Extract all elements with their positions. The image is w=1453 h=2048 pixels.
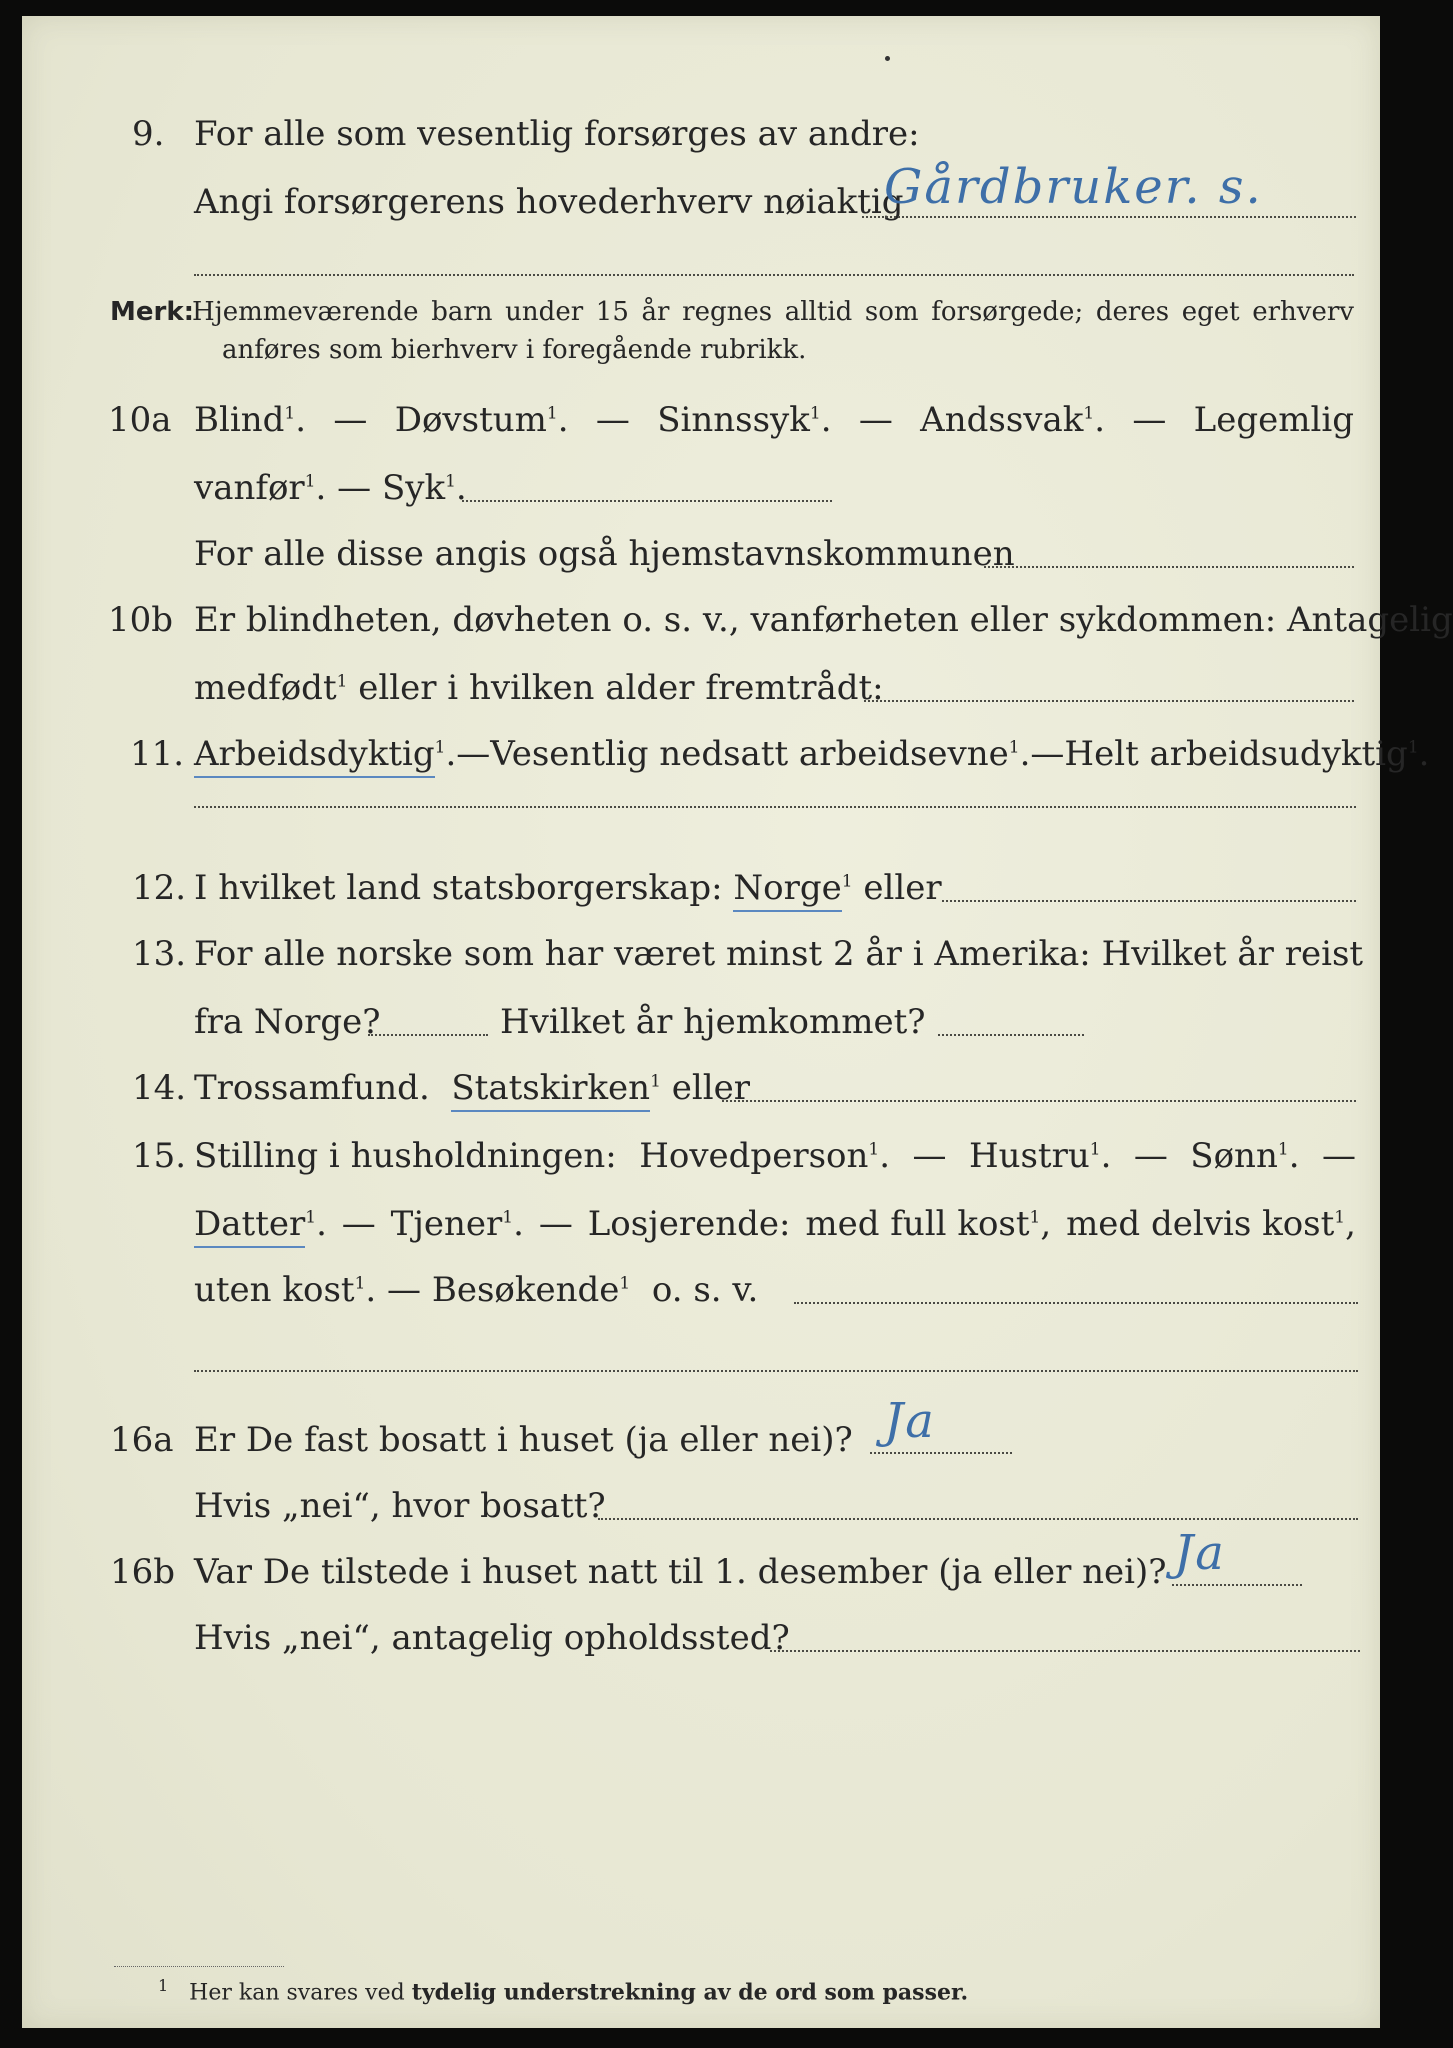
- dash: —: [595, 400, 630, 440]
- q11-line1: [194, 734, 1430, 774]
- opt-hovedperson: Hovedperson$^1$.: [639, 1136, 891, 1176]
- q10a-line3: For alle disse angis også hjemstavnskommunen: [194, 534, 1015, 574]
- dash: —: [456, 734, 491, 774]
- q12-answer-line: [942, 900, 1356, 902]
- opt-dovstum: Døvstum$^1$.: [394, 400, 569, 440]
- footnote: [158, 1972, 968, 2007]
- q15-line1: Stilling i husholdningen: Hovedperson$^1$. — Hustru$^1$. — Sønn$^1$. —: [194, 1136, 1356, 1176]
- opt-full-kost: med full kost$^1$,: [805, 1204, 1052, 1244]
- item-number-16a: 16a: [110, 1420, 174, 1460]
- opt-hustru: Hustru$^1$.: [968, 1136, 1112, 1176]
- q10a-line1: [194, 400, 1354, 440]
- item-number-16b: 16b: [110, 1552, 176, 1592]
- opt-blind: Blind$^1$.: [194, 400, 307, 440]
- q10b-line2: medfødt$^1$ eller i hvilken alder fremtrådt:: [194, 668, 884, 708]
- q13-line2b: Hvilket år hjemkommet?: [500, 1002, 926, 1042]
- q13-hjemkommet-line: [938, 1034, 1084, 1036]
- item-number-10a: 10a: [108, 400, 172, 440]
- opt-legemlig: Legemlig: [1193, 400, 1354, 440]
- item-number-11: 11.: [130, 734, 185, 774]
- q9-extra-line: [194, 274, 1354, 276]
- q16a-line1: Er De fast bosatt i huset (ja eller nei)?: [194, 1420, 853, 1460]
- opt-sonn: Sønn$^1$.: [1190, 1136, 1300, 1176]
- opt-datter: Datter$^1$.: [194, 1204, 327, 1244]
- opt-sinnssyk: Sinnssyk$^1$.: [657, 400, 832, 440]
- merk-label-text: Merk:: [110, 297, 195, 327]
- q10a-line2: vanfør$^1$. — Syk$^1$.: [194, 468, 467, 508]
- q15-extra-line: [194, 1370, 1358, 1372]
- opt-arbeidsudyktig: Helt arbeidsudyktig$^1$.: [1064, 734, 1430, 774]
- opt-arbeidsdyktig: Arbeidsdyktig$^1$.: [194, 734, 456, 774]
- q16b-line1: Var De tilstede i huset natt til 1. desember (ja eller nei)?: [194, 1552, 1167, 1592]
- item-number-13: 13.: [132, 934, 187, 974]
- footnote-text-a: Her kan svares ved: [189, 1980, 405, 2006]
- q13-reist-line: [368, 1034, 488, 1036]
- q10b-answer-line: [864, 700, 1354, 702]
- q15-line3: uten kost$^1$. — Besøkende$^1$ o. s. v.: [194, 1270, 759, 1310]
- paper-speck: [885, 56, 890, 61]
- q16b-opphold-line: [770, 1650, 1360, 1652]
- opt-nedsatt: Vesentlig nedsatt arbeidsevne$^1$.: [490, 734, 1031, 774]
- q9-line2: Angi forsørgerens hovederhverv nøiaktig: [194, 182, 904, 222]
- item-number-12: 12.: [132, 868, 187, 908]
- dash: —: [858, 400, 893, 440]
- q14-line1: Trossamfund. Statskirken$^1$ eller: [194, 1068, 750, 1108]
- q9-answer-line: [862, 216, 1356, 218]
- q16a-answer-line: [870, 1452, 1012, 1454]
- footnote-marker: 1: [158, 1976, 169, 1995]
- item-number-10b: 10b: [108, 600, 174, 640]
- item-number-15: 15.: [132, 1136, 187, 1176]
- q15-line2: Datter$^1$. — Tjener$^1$. — Losjerende: med full kost$^1$, med delvis kost$^1$,: [194, 1204, 1356, 1244]
- footnote-text-b: tydelig understrekning av de ord som passer.: [411, 1979, 969, 2006]
- q15-answer-line: [794, 1302, 1358, 1304]
- q9-handwritten-answer: Gårdbruker. s.: [884, 159, 1263, 215]
- q12-line1: I hvilket land statsborgerskap: Norge$^1$ eller: [194, 868, 942, 908]
- q13-line1: For alle norske som har været minst 2 år i Amerika: Hvilket år reist: [194, 934, 1364, 974]
- q11-extra-line: [194, 806, 1356, 808]
- merk-note-line2: anføres som bierhverv i foregående rubrikk.: [222, 335, 807, 365]
- q16b-handwritten-answer: Ja: [1174, 1525, 1226, 1581]
- opt-tjener: Tjener$^1$.: [390, 1204, 524, 1244]
- q16b-line2: Hvis „nei“, antagelig opholdssted?: [194, 1618, 790, 1658]
- dash: —: [333, 400, 368, 440]
- opt-andssvak: Andssvak$^1$.: [920, 400, 1105, 440]
- q14-answer-line: [722, 1100, 1356, 1102]
- item-number-14: 14.: [132, 1068, 187, 1108]
- footnote-rule: [114, 1966, 284, 1967]
- q16a-handwritten-answer: Ja: [884, 1393, 936, 1449]
- q16a-bosatt-line: [598, 1518, 1358, 1520]
- form-page: [22, 16, 1453, 2028]
- dash: —: [1030, 734, 1065, 774]
- q10b-line1: Er blindheten, døvheten o. s. v., vanførheten eller sykdommen: Antagelig: [194, 600, 1453, 640]
- q10a-hjemstavn-line: [984, 566, 1354, 568]
- dash: —: [1132, 400, 1167, 440]
- merk-label: [110, 296, 194, 328]
- opt-delvis-kost: med delvis kost$^1$,: [1066, 1204, 1356, 1244]
- q13-line2a: fra Norge?: [194, 1002, 381, 1042]
- q16a-line2: Hvis „nei“, hvor bosatt?: [194, 1486, 606, 1526]
- merk-note-line1: Hjemmeværende barn under 15 år regnes alltid som forsørgede; deres eget erhverv: [192, 297, 1354, 327]
- q9-line1: For alle som vesentlig forsørges av andre:: [194, 114, 920, 154]
- q10a-answer-line: [462, 500, 832, 502]
- item-number-9: 9.: [132, 114, 165, 154]
- q16b-answer-line: [1172, 1584, 1302, 1586]
